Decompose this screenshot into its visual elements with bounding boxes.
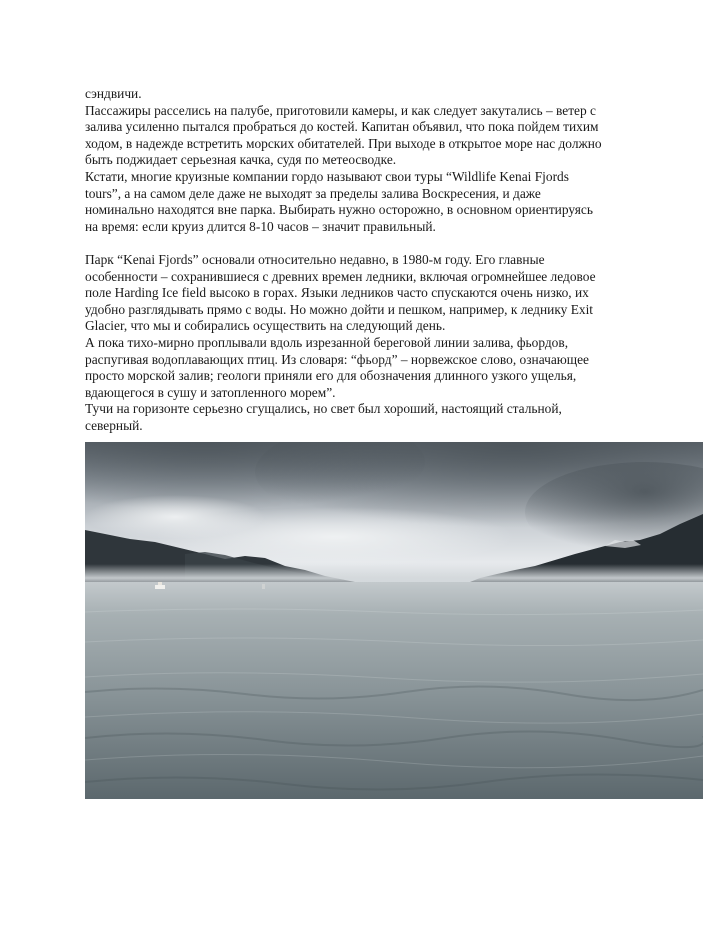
article-text xyxy=(85,86,645,434)
text-line: ходом, в надежде встретить морских обитателей. При выходе в открытое море нас должно xyxy=(85,135,602,151)
text-line: особенности – сохранившиеся с древних времен ледники, включая огромнейшее ледовое xyxy=(85,268,596,284)
text-line: быть поджидает серьезная качка, судя по метеосводке. xyxy=(85,152,397,168)
text-line: Пассажиры расселись на палубе, приготовили камеры, и как следует закутались – ветер с xyxy=(85,102,596,118)
text-line: Парк “Kenai Fjords” основали относительно недавно, в 1980-м году. Его главные xyxy=(85,251,545,267)
text-line: просто морской залив; геологи приняли его для обозначения длинного узкого ущелья, xyxy=(85,368,577,384)
paragraph-2 xyxy=(85,252,645,435)
text-line: Тучи на горизонте серьезно сгущались, но свет был хороший, настоящий стальной, xyxy=(85,401,562,417)
text-line: Glacier, что мы и собирались осуществить на следующий день. xyxy=(85,318,446,334)
fjord-photo-image xyxy=(85,442,703,799)
fjord-photo xyxy=(85,442,703,799)
text-line: сэндвичи. xyxy=(85,86,142,101)
text-line: А пока тихо-мирно проплывали вдоль изрезанной береговой линии залива, фьордов, xyxy=(85,334,569,350)
text-line: северный. xyxy=(85,417,143,433)
text-line: залива усиленно пытался пробраться до костей. Капитан объявил, что пока пойдем тихим xyxy=(85,119,599,135)
text-line: удобно разглядывать прямо с воды. Но можно дойти и пешком, например, к леднику Exit xyxy=(85,301,594,317)
paragraph-spacer xyxy=(85,235,645,252)
text-line: номинально находятся вне парка. Выбирать нужно осторожно, в основном ориентируясь xyxy=(85,202,593,218)
text-line: на время: если круиз длится 8-10 часов – значит правильный. xyxy=(85,218,436,234)
bright-cloud xyxy=(85,495,265,539)
paragraph-1 xyxy=(85,86,645,235)
buoy-icon xyxy=(262,584,265,589)
text-line: Кстати, многие круизные компании гордо называют свои туры “Wildlife Kenai Fjords xyxy=(85,168,569,184)
text-line: вдающегося в сушу и затопленного морем”. xyxy=(85,384,336,400)
water xyxy=(85,582,703,799)
text-line: поле Harding Ice field высоко в горах. Языки ледников часто спускаются очень низко, их xyxy=(85,285,589,301)
text-line: tours”, а на самом деле даже не выходят за пределы залива Воскресения, и даже xyxy=(85,185,541,201)
text-line: распугивая водоплавающих птиц. Из словаря: “фьорд” – норвежское слово, означающее xyxy=(85,351,589,367)
